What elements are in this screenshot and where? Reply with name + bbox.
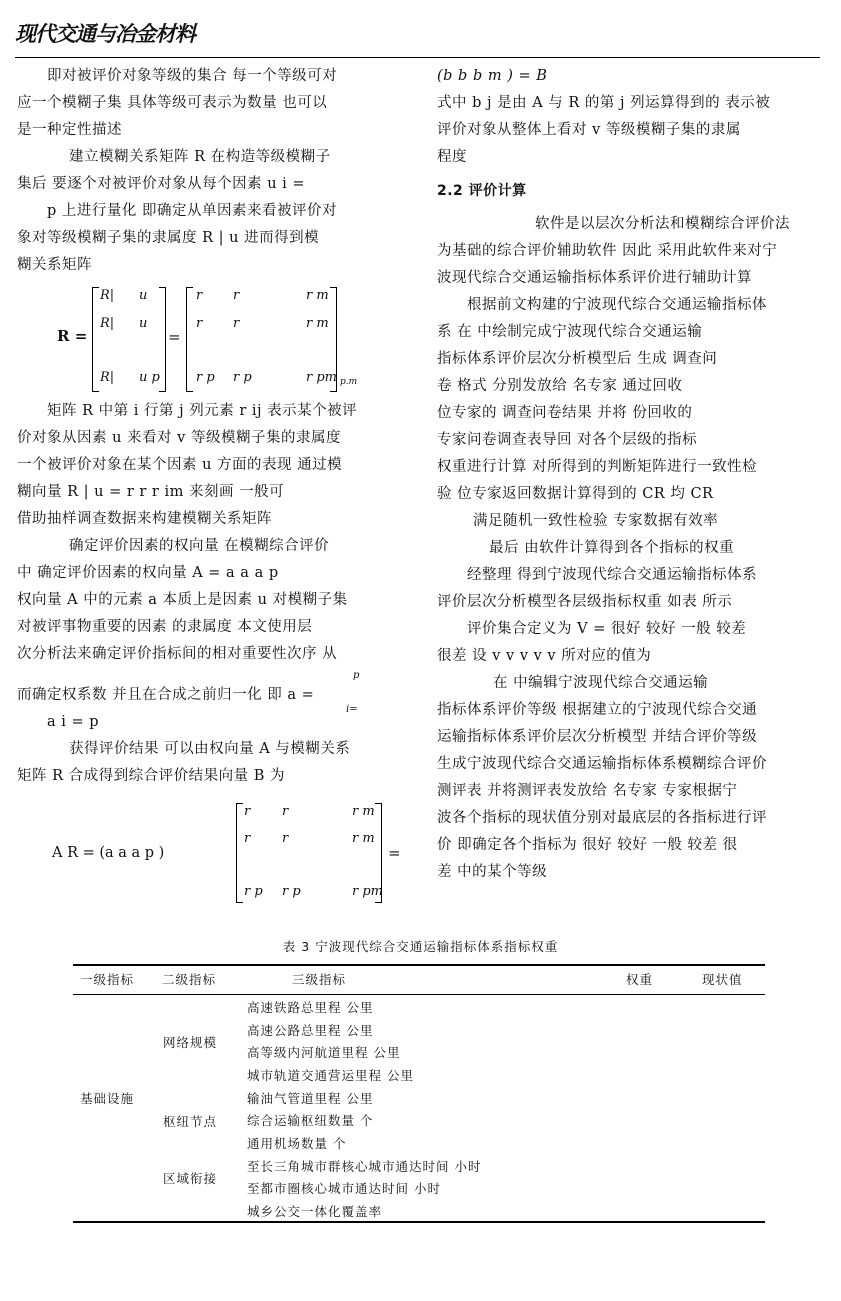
table-row: 至都市圈核心城市通达时间 小时 xyxy=(247,1181,441,1196)
text-line: 指标体系评价等级 根据建立的宁波现代综合交通 xyxy=(437,702,758,718)
matrix-cell: r m xyxy=(352,831,375,846)
text-line: 差 中的某个等级 xyxy=(437,864,548,880)
text-line: 位专家的 调查问卷结果 并将 份回收的 xyxy=(437,405,693,421)
text-line: 评价集合定义为 V = 很好 较好 一般 较差 xyxy=(467,621,747,637)
table-top-rule xyxy=(73,964,765,966)
matrix-bracket xyxy=(92,287,99,392)
table-row: 高等级内河航道里程 公里 xyxy=(247,1045,401,1060)
text-line: 集后 要逐个对被评价对象从每个因素 u i = xyxy=(17,176,306,192)
table-group: 区域衔接 xyxy=(163,1171,218,1186)
equals-sign: = xyxy=(168,328,181,346)
text-line: 价 即确定各个指标为 很好 较好 一般 较差 很 xyxy=(437,837,738,853)
matrix-cell: r xyxy=(244,831,251,846)
matrix-r-lhs: R = xyxy=(57,327,88,345)
table-row: 至长三角城市群核心城市通达时间 小时 xyxy=(247,1159,482,1174)
table-header: 现状值 xyxy=(702,972,743,987)
text-line: (b b b m ) = B xyxy=(437,68,548,84)
matrix-cell: R| xyxy=(100,288,115,303)
text-line: 价对象从因素 u 来看对 v 等级模糊子集的隶属度 xyxy=(17,430,341,446)
text-line: 在 中编辑宁波现代综合交通运输 xyxy=(493,675,709,691)
sum-bottom: i= xyxy=(346,704,358,715)
table-row: 综合运输枢纽数量 个 xyxy=(247,1113,374,1128)
table-header: 权重 xyxy=(626,972,654,987)
text-line: 象对等级模糊子集的隶属度 R | u 进而得到模 xyxy=(17,230,320,246)
text-line: 波现代综合交通运输指标体系评价进行辅助计算 xyxy=(437,270,752,286)
text-line: 糊关系矩阵 xyxy=(17,257,92,273)
text-line: 矩阵 R 中第 i 行第 j 列元素 r ij 表示某个被评 xyxy=(47,403,358,419)
text-line: 一个被评价对象在某个因素 u 方面的表现 通过模 xyxy=(17,457,343,473)
sum-spacer xyxy=(17,668,402,682)
text-line: 根据前文构建的宁波现代综合交通运输指标体 xyxy=(467,297,767,313)
table-row: 高速公路总里程 公里 xyxy=(247,1023,374,1038)
matrix-cell: r pm xyxy=(352,884,383,899)
text-line: 是一种定性描述 xyxy=(17,122,122,138)
text-line: 满足随机一致性检验 专家数据有效率 xyxy=(473,513,719,529)
table-header: 一级指标 xyxy=(80,972,135,987)
text-line: 很差 设 v v v v v 所对应的值为 xyxy=(437,648,652,664)
matrix-cell: u p xyxy=(139,370,160,385)
matrix-cell: r xyxy=(244,804,251,819)
text-line: 获得评价结果 可以由权向量 A 与模糊关系 xyxy=(69,741,351,757)
matrix-cell: r xyxy=(196,288,203,303)
matrix-cell: r p xyxy=(233,370,252,385)
table-row: 城乡公交一体化覆盖率 xyxy=(247,1204,383,1219)
text-line: 式中 b j 是由 A 与 R 的第 j 列运算得到的 表示被 xyxy=(437,95,771,111)
text-line: 测评表 并将测评表发放给 名专家 专家根据宁 xyxy=(437,783,738,799)
sum-top: p xyxy=(353,670,360,681)
text-line: 权向量 A 中的元素 a 本质上是因素 u 对模糊子集 xyxy=(17,592,348,608)
matrix-b-lhs: A R = (a a a p ) xyxy=(52,845,165,861)
text-line: a i = p xyxy=(47,714,100,730)
text-line: 而确定权系数 并且在合成之前归一化 即 a = xyxy=(17,687,315,703)
matrix-cell: u xyxy=(139,288,148,303)
table-header-rule xyxy=(73,994,765,995)
text-line: 专家问卷调查表导回 对各个层级的指标 xyxy=(437,432,698,448)
text-line: 建立模糊关系矩阵 R 在构造等级模糊子 xyxy=(69,149,331,165)
journal-header: 现代交通与冶金材料 xyxy=(15,22,195,46)
matrix-bracket xyxy=(236,803,243,903)
left-column xyxy=(17,63,402,790)
text-line: 确定评价因素的权向量 在模糊综合评价 xyxy=(69,538,330,554)
matrix-cell: r p xyxy=(196,370,215,385)
header-rule xyxy=(15,57,820,58)
text-line: 经整理 得到宁波现代综合交通运输指标体系 xyxy=(467,567,758,583)
text-line: 指标体系评价层次分析模型后 生成 调查问 xyxy=(437,351,718,367)
matrix-cell: r xyxy=(233,288,240,303)
table-group: 枢纽节点 xyxy=(163,1114,218,1129)
matrix-bracket xyxy=(159,287,166,392)
matrix-bracket xyxy=(330,287,337,392)
table-level1: 基础设施 xyxy=(80,1091,135,1106)
matrix-cell: r xyxy=(196,316,203,331)
text-line: 软件是以层次分析法和模糊综合评价法 xyxy=(535,216,790,232)
matrix-cell: R| xyxy=(100,370,115,385)
text-line: p 上进行量化 即确定从单因素来看被评价对 xyxy=(47,203,337,219)
table-header: 二级指标 xyxy=(162,972,217,987)
matrix-cell: r xyxy=(282,831,289,846)
table-row: 通用机场数量 个 xyxy=(247,1136,347,1151)
table-row: 城市轨道交通营运里程 公里 xyxy=(247,1068,414,1083)
text-line: 评价层次分析模型各层级指标权重 如表 所示 xyxy=(437,594,733,610)
matrix-cell: r pm xyxy=(306,370,337,385)
matrix-cell: R| xyxy=(100,316,115,331)
text-line: 对被评事物重要的因素 的隶属度 本文使用层 xyxy=(17,619,313,635)
matrix-cell: u xyxy=(139,316,148,331)
table-bottom-rule xyxy=(73,1221,765,1223)
text-line: 糊向量 R | u = r r r im 来刻画 一般可 xyxy=(17,484,285,500)
text-line: 验 位专家返回数据计算得到的 CR 均 CR xyxy=(437,486,714,502)
matrix-cell: r m xyxy=(306,316,329,331)
text-line: 为基础的综合评价辅助软件 因此 采用此软件来对宁 xyxy=(437,243,778,259)
matrix-cell: r p xyxy=(244,884,263,899)
text-line: 即对被评价对象等级的集合 每一个等级可对 xyxy=(47,68,338,84)
text-line: 波各个指标的现状值分别对最底层的各指标进行评 xyxy=(437,810,767,826)
text-line: 权重进行计算 对所得到的判断矩阵进行一致性检 xyxy=(437,459,758,475)
text-line: 最后 由软件计算得到各个指标的权重 xyxy=(489,540,735,556)
section-heading xyxy=(437,171,822,211)
matrix-cell: r p xyxy=(282,884,301,899)
text-line: 系 在 中绘制完成宁波现代综合交通运输 xyxy=(437,324,703,340)
text-line: 次分析法来确定评价指标间的相对重要性次序 从 xyxy=(17,646,338,662)
table-caption: 表 3 宁波现代综合交通运输指标体系指标权重 xyxy=(282,939,559,954)
right-column xyxy=(437,63,822,886)
table-header: 三级指标 xyxy=(292,972,347,987)
matrix-b-equals: = xyxy=(388,844,401,862)
table-group: 网络规模 xyxy=(163,1035,218,1050)
text-line: 生成宁波现代综合交通运输指标体系模糊综合评价 xyxy=(437,756,767,772)
text-line: 评价对象从整体上看对 v 等级模糊子集的隶属 xyxy=(437,122,741,138)
table-row: 输油气管道里程 公里 xyxy=(247,1091,374,1106)
text-line: 卷 格式 分别发放给 名专家 通过回收 xyxy=(437,378,683,394)
matrix-cell: r m xyxy=(306,288,329,303)
matrix-cell: r xyxy=(282,804,289,819)
text-line: 借助抽样调查数据来构建模糊关系矩阵 xyxy=(17,511,272,527)
matrix-subscript: p.m xyxy=(340,377,358,387)
text-line: 中 确定评价因素的权向量 A = a a a p xyxy=(17,565,279,581)
text-line: 运输指标体系评价层次分析模型 并结合评价等级 xyxy=(437,729,758,745)
matrix-cell: r m xyxy=(352,804,375,819)
table-row: 高速铁路总里程 公里 xyxy=(247,1000,374,1015)
matrix-bracket xyxy=(186,287,193,392)
section-title: 2.2 评价计算 xyxy=(437,183,527,199)
matrix-cell: r xyxy=(233,316,240,331)
text-line: 程度 xyxy=(437,149,467,165)
matrix-bracket xyxy=(375,803,382,903)
text-line: 应一个模糊子集 具体等级可表示为数量 也可以 xyxy=(17,95,328,111)
text-line: 矩阵 R 合成得到综合评价结果向量 B 为 xyxy=(17,768,286,784)
